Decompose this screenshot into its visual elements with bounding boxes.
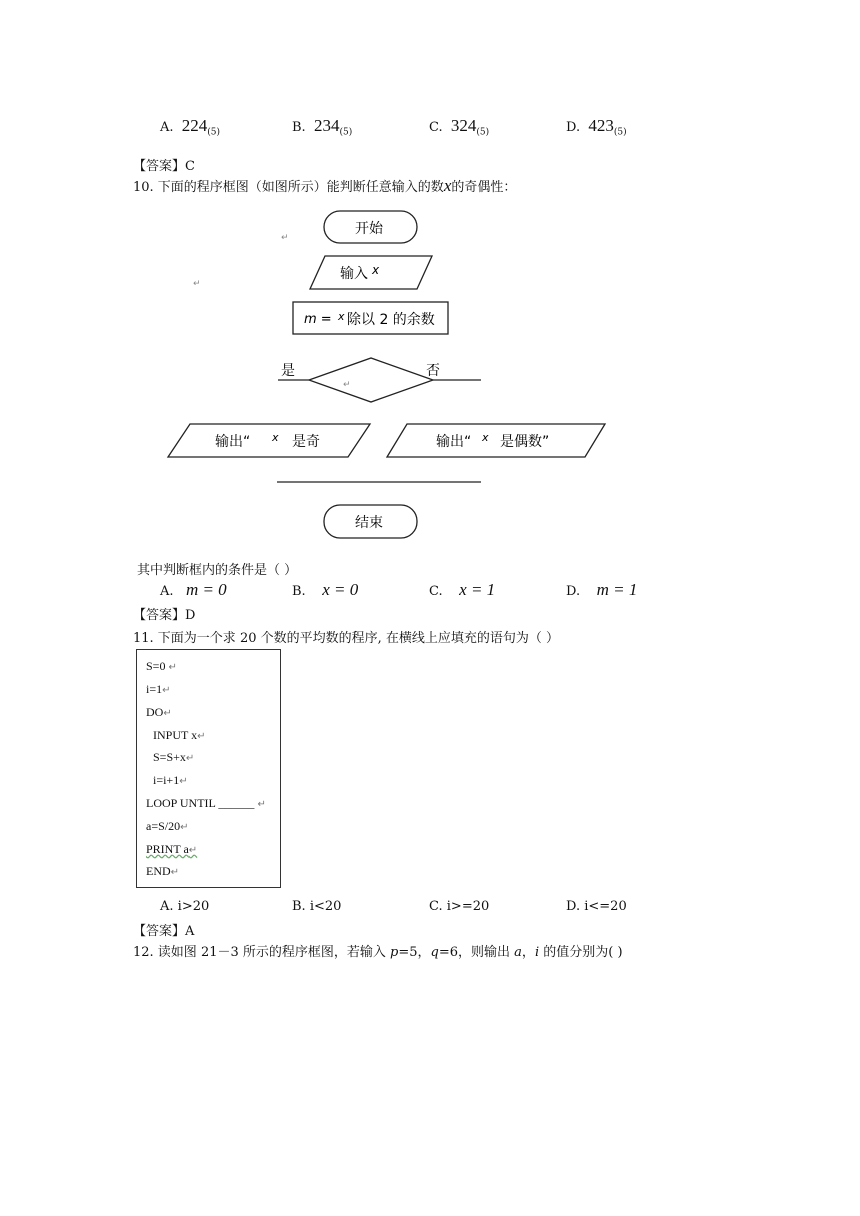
code-line: i=i+1↵ (153, 773, 188, 787)
flow-output-odd-post: 是奇 (292, 434, 320, 450)
q10-option-c: C. x = 1 (429, 580, 496, 599)
flow-output-even-pre: 输出“ (436, 434, 472, 450)
code-line: PRINT a↵ (146, 842, 198, 856)
code-line: i=1↵ (146, 682, 171, 696)
q9-option-a: A. $224_{(5)}$ (160, 116, 221, 138)
q10-option-a: A. m = 0 (160, 580, 227, 599)
q10-answer: 【答案】D (133, 608, 196, 623)
q9-option-d: D. $423_{(5)}$ (566, 116, 627, 138)
code-line: DO↵ (146, 705, 172, 719)
code-line: S=0 ↵ (146, 659, 177, 673)
flow-process-var: x (338, 310, 345, 323)
flow-output-even-box (387, 424, 605, 457)
q9-answer: 【答案】C (133, 159, 195, 174)
return-mark: ↵ (281, 233, 289, 243)
code-line: END↵ (146, 864, 180, 878)
q9-option-b: B. $234_{(5)}$ (292, 116, 353, 138)
q10-sub-question: 其中判断框内的条件是（ ） (137, 563, 298, 578)
return-mark: ↵ (343, 380, 351, 390)
flow-output-odd-box (168, 424, 370, 457)
flow-process-post: 除以 2 的余数 (347, 312, 435, 328)
q10-option-b: B. x = 0 (292, 580, 359, 599)
flow-end-label: 结束 (355, 515, 383, 531)
q11-code-box (136, 649, 281, 888)
flow-input-var: x (372, 263, 380, 277)
code-line: a=S/20↵ (146, 819, 189, 833)
q10-stem: 10. 下面的程序框图（如图所示）能判断任意输入的数x的奇偶性： (133, 176, 517, 195)
flow-no-label: 否 (426, 363, 440, 379)
q12-stem: 12. 读如图 21－3 所示的程序框图，若输入 p=5，q=6，则输出 a，i 的值分别为( ) (133, 945, 623, 960)
q10-option-d: D. m = 1 (566, 580, 638, 599)
flow-input-label: 输入 (340, 266, 368, 282)
flow-output-even-post: 是偶数” (500, 434, 550, 450)
code-line: LOOP UNTIL ______ ↵ (146, 796, 266, 810)
flowchart (0, 0, 860, 560)
flow-input-box (310, 256, 432, 289)
q11-option-c: C. i>=20 (429, 899, 490, 914)
code-line: INPUT x↵ (153, 728, 206, 742)
q9-option-c: C. $324_{(5)}$ (429, 116, 490, 138)
code-line: S=S+x↵ (153, 750, 195, 764)
q11-answer: 【答案】A (133, 924, 195, 939)
q11-stem: 11. 下面为一个求 20 个数的平均数的程序, 在横线上应填充的语句为（ ） (133, 631, 560, 646)
q11-option-d: D. i<=20 (566, 899, 627, 914)
flow-process-pre: m = (304, 312, 332, 327)
flow-output-odd-pre: 输出“ (215, 434, 251, 450)
flow-output-even-var: x (482, 431, 489, 444)
flow-yes-label: 是 (281, 363, 295, 379)
flow-output-odd-var: x (272, 431, 279, 444)
flow-start-label: 开始 (355, 221, 383, 237)
q11-option-b: B. i<20 (292, 899, 342, 914)
flow-decision-box (309, 358, 433, 402)
q11-option-a: A. i>20 (160, 899, 210, 914)
return-mark: ↵ (193, 279, 201, 289)
